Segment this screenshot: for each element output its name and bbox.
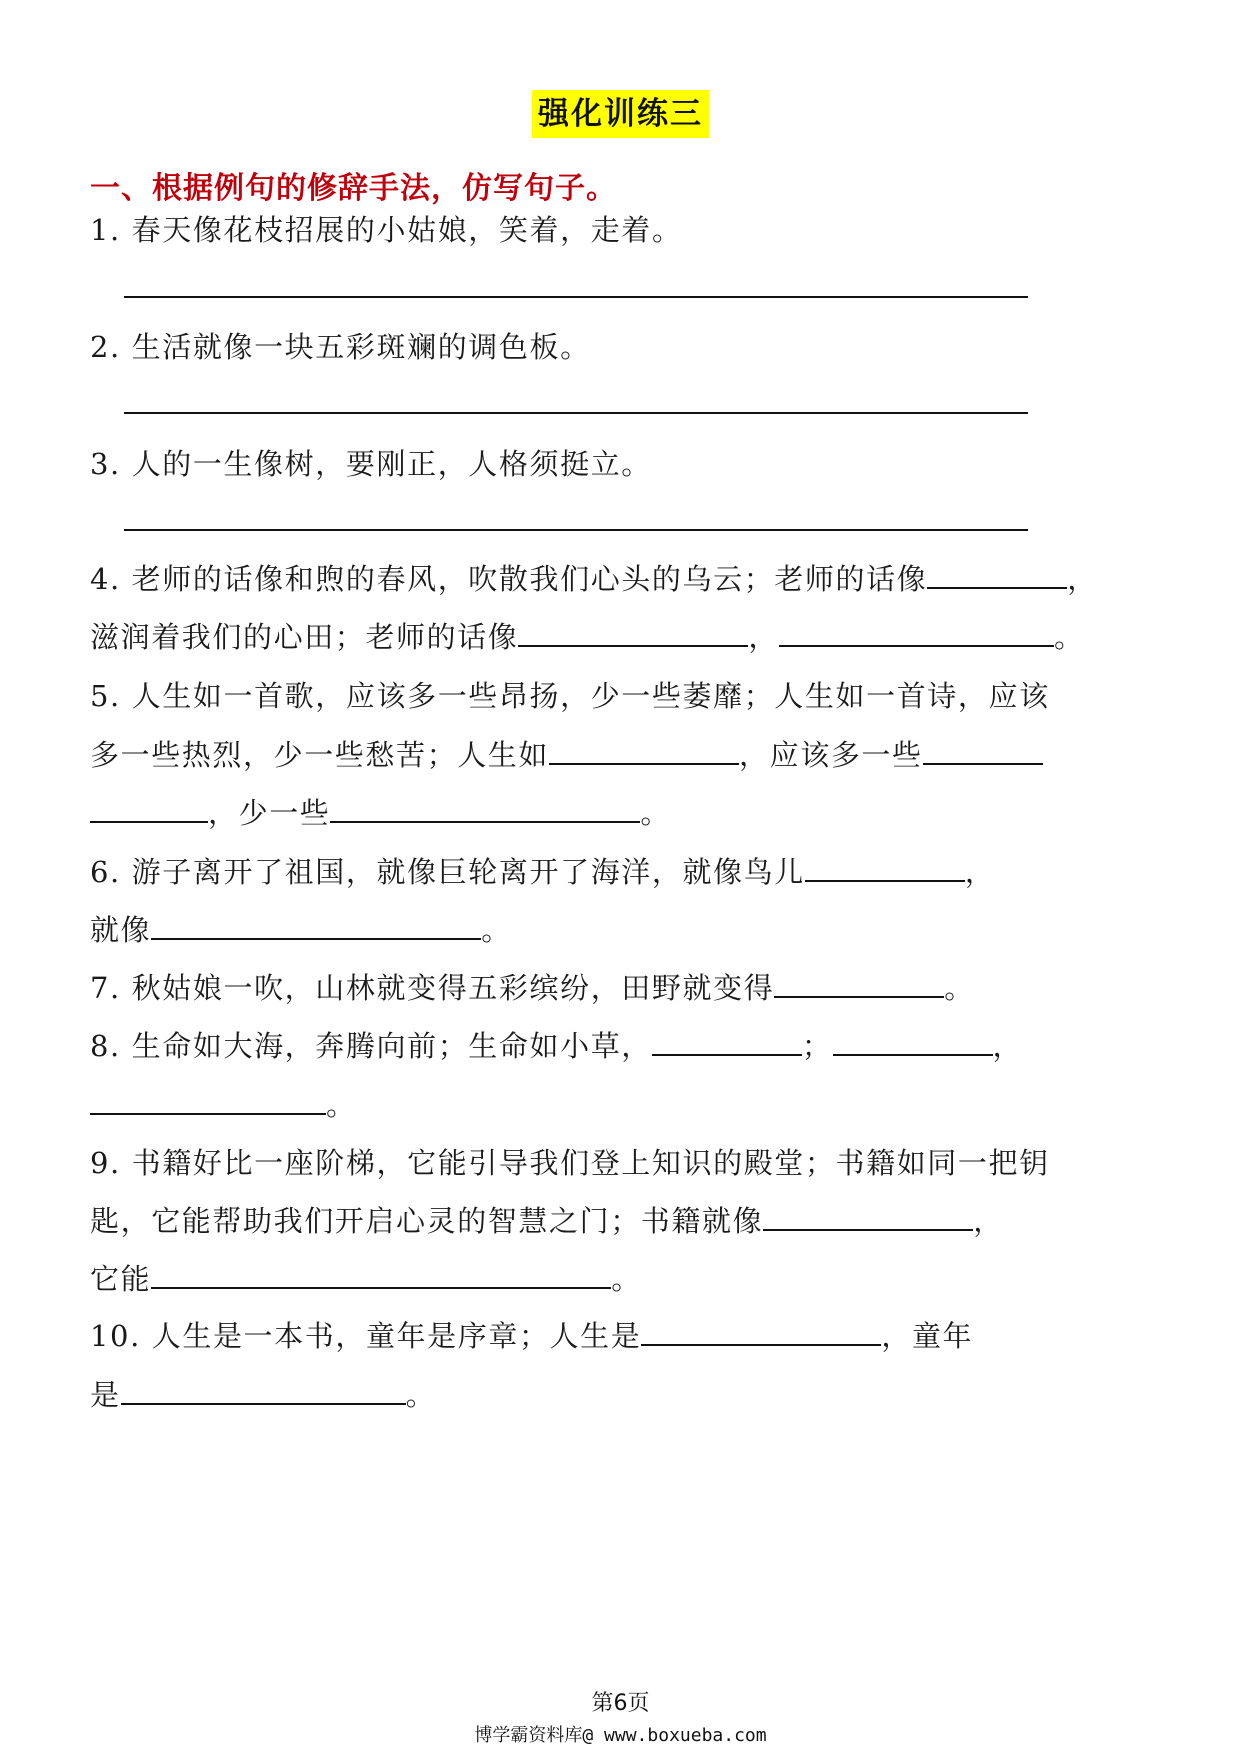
blank[interactable]	[774, 966, 944, 998]
blank[interactable]	[923, 733, 1043, 765]
question-4-line-2: 滋润着我们的心田；老师的话像 ， 。	[90, 615, 1085, 656]
site-watermark: 博学霸资料库@ www.boxueba.com	[474, 1725, 767, 1746]
worksheet-title: 强化训练三	[0, 88, 1241, 133]
question-5-line-2: 多一些热烈，少一些愁苦；人生如 ，应该多一些	[90, 733, 1043, 774]
blank[interactable]	[805, 850, 965, 882]
blank[interactable]	[121, 1373, 406, 1405]
question-8-line-1: 8. 生命如大海，奔腾向前；生命如小草， ； ，	[90, 1024, 1023, 1065]
blank[interactable]	[518, 615, 748, 647]
question-2: 2. 生活就像一块五彩斑斓的调色板。	[90, 330, 591, 364]
question-8-line-2: 。	[90, 1083, 357, 1124]
blank[interactable]	[833, 1024, 993, 1056]
page-number: 第6页	[591, 1691, 650, 1716]
question-4-line-1: 4. 老师的话像和煦的春风，吹散我们心头的乌云；老师的话像 ，	[90, 557, 1098, 598]
answer-line-2[interactable]	[124, 412, 1028, 414]
question-10-line-1: 10. 人生是一本书，童年是序章；人生是 ，童年	[90, 1314, 973, 1355]
blank[interactable]	[763, 1199, 973, 1231]
blank[interactable]	[927, 557, 1067, 589]
question-5-line-1: 5. 人生如一首歌，应该多一些昂扬，少一些萎靡；人生如一首诗，应该	[90, 679, 1050, 713]
question-7: 7. 秋姑娘一吹，山林就变得五彩缤纷，田野就变得 。	[90, 966, 975, 1007]
blank[interactable]	[151, 908, 481, 940]
answer-line-1[interactable]	[124, 296, 1028, 298]
blank[interactable]	[549, 733, 739, 765]
section-heading: 一、根据例句的修辞手法，仿写句子。	[90, 171, 617, 206]
question-9-line-3: 它能 。	[90, 1257, 642, 1298]
question-3: 3. 人的一生像树，要刚正，人格须挺立。	[90, 447, 652, 481]
question-6-line-1: 6. 游子离开了祖国，就像巨轮离开了海洋，就像鸟儿 ，	[90, 850, 996, 891]
blank[interactable]	[330, 791, 640, 823]
question-9-line-1: 9. 书籍好比一座阶梯，它能引导我们登上知识的殿堂；书籍如同一把钥	[90, 1146, 1050, 1180]
question-5-line-3: ，少一些 。	[90, 791, 671, 832]
blank[interactable]	[151, 1257, 611, 1289]
answer-line-3[interactable]	[124, 529, 1028, 531]
blank[interactable]	[641, 1314, 881, 1346]
blank[interactable]	[779, 615, 1054, 647]
blank[interactable]	[652, 1024, 802, 1056]
blank[interactable]	[90, 791, 208, 823]
blank[interactable]	[90, 1083, 326, 1115]
question-6-line-2: 就像 。	[90, 908, 512, 949]
question-10-line-2: 是 。	[90, 1373, 436, 1414]
question-9-line-2: 匙，它能帮助我们开启心灵的智慧之门；书籍就像 ，	[90, 1199, 1004, 1240]
question-1: 1. 春天像花枝招展的小姑娘，笑着，走着。	[90, 213, 683, 247]
